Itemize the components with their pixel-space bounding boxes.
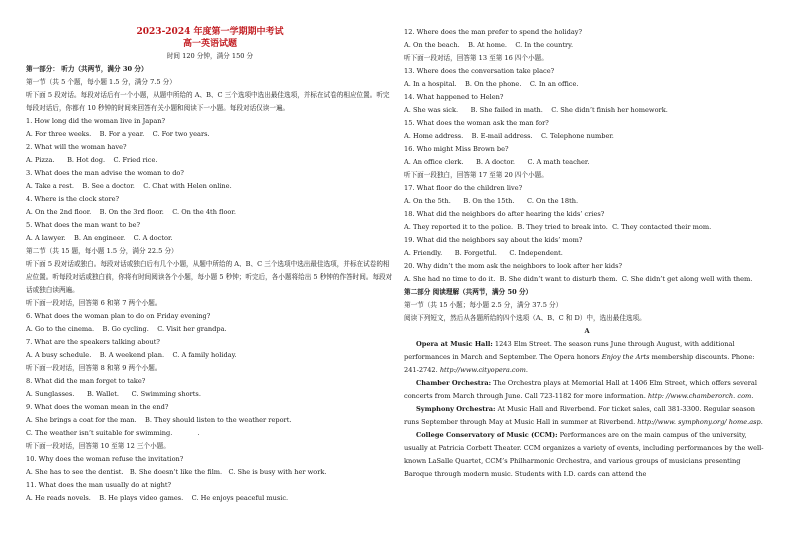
question-11-options <box>26 492 394 505</box>
option-a: A. On the 5th. <box>404 197 451 205</box>
option-b: B. She doesn’t like the film. <box>129 468 223 476</box>
question-4: 4. Where is the clock store? <box>26 195 120 203</box>
option-b: B. They tried to break into. <box>517 223 608 231</box>
symphony-text: At Music Hall and Riverbend. For ticket sales, call 381-3300. Regular season runs September through May at Music Hall in summer at Riverbend. <box>404 405 755 426</box>
exam-meta: 时间 120 分钟，满分 150 分 <box>166 52 254 60</box>
option-c: C. She didn’t get along well with them. <box>621 275 753 283</box>
option-c: C. A math teacher. <box>527 158 590 166</box>
option-a: A. A lawyer. <box>26 234 66 242</box>
option-b: B. She failed in math. <box>470 106 543 114</box>
chamber-url1: http: <box>647 392 664 400</box>
question-14: 14. What happened to Helen? <box>404 93 504 101</box>
option-c: C. Chat with Helen online. <box>143 182 232 190</box>
option-c: C. Fried rice. <box>113 156 158 164</box>
symphony-url1: http://www. <box>637 418 676 426</box>
option-c: C. In an office. <box>529 80 579 88</box>
left-column <box>26 26 394 505</box>
option-c: C. The weather isn’t suitable for swimming. <box>26 429 173 437</box>
question-1: 1. How long did the woman live in Japan? <box>26 117 166 125</box>
passage-letter: A <box>584 327 590 335</box>
option-a: A. Home address. <box>404 132 464 140</box>
option-a: A. Sunglasses. <box>26 390 75 398</box>
question-10-options <box>26 466 394 479</box>
question-4-options <box>26 206 394 219</box>
question-7-options <box>26 349 394 362</box>
option-b: B. E-mail address. <box>471 132 533 140</box>
option-b: B. On the 15th. <box>463 197 515 205</box>
question-16-options <box>404 156 770 169</box>
question-2-options <box>26 154 394 167</box>
option-c: C. A family holiday. <box>172 351 237 359</box>
question-9: 9. What does the woman mean in the end? <box>26 403 169 411</box>
question-10: 10. Why does the woman refuse the invitation? <box>26 455 184 463</box>
option-a: A. She has to see the dentist. <box>26 468 124 476</box>
symphony-name: Symphony Orchestra: <box>416 405 496 413</box>
question-8: 8. What did the man forget to take? <box>26 377 146 385</box>
ccm-text: Performances are on the main campus of the university, usually at Patricia Corbett Theater. CCM organizes a variety of events, including performances by the well-known LaSalle Quartet, CCM’s Philharmonic Orchestra, and various groups of musicians presenting Baroque through modern music. Students with I.D. cards can attend the <box>404 431 764 478</box>
listen-13-16: 听下面一段对话，回答第 13 至第 16 四个小题。 <box>404 54 548 62</box>
chamber-url2: //www.chamberorch. com. <box>666 392 754 400</box>
listen-17-20: 听下面一段独白，回答第 17 至第 20 四个小题。 <box>404 171 548 179</box>
question-19-options <box>404 247 770 260</box>
part2-section1-title: 第一节（共 15 小题；每小题 2.5 分，满分 37.5 分） <box>404 301 563 309</box>
passage-ccm <box>404 429 770 481</box>
passage-chamber <box>404 377 770 403</box>
option-b: B. They should listen to the weather report. <box>144 416 292 424</box>
option-b: B. He plays video games. <box>99 494 184 502</box>
listen-10-12: 听下面一段对话，回答第 10 至第 12 三个小题。 <box>26 442 170 450</box>
stray-mark: . <box>197 429 200 437</box>
exam-subtitle: 高一英语试题 <box>182 39 237 49</box>
option-a: A. A busy schedule. <box>26 351 92 359</box>
option-a: A. Take a rest. <box>26 182 74 190</box>
chamber-name: Chamber Orchestra: <box>416 379 492 387</box>
question-15-options <box>404 130 770 143</box>
option-a: A. Pizza. <box>26 156 55 164</box>
option-c: C. She is busy with her work. <box>228 468 327 476</box>
question-6: 6. What does the woman plan to do on Friday evening? <box>26 312 211 320</box>
right-column <box>404 26 770 481</box>
question-17-options <box>404 195 770 208</box>
question-3-options <box>26 180 394 193</box>
opera-text1: 1243 Elm Street. The season runs June through August, with additional performances in March and September. The Opera honors <box>404 340 735 361</box>
question-17: 17. What floor do the children live? <box>404 184 523 192</box>
option-b: B. Hot dog. <box>67 156 106 164</box>
question-1-options <box>26 128 394 141</box>
option-c: C. She didn’t finish her homework. <box>551 106 668 114</box>
option-a: A. He reads novels. <box>26 494 91 502</box>
ccm-name: College Conservatory of Music (CCM): <box>416 431 558 439</box>
opera-name: Opera at Music Hall: <box>416 340 493 348</box>
option-c: C. Telephone number. <box>541 132 614 140</box>
option-b: B. On the phone. <box>465 80 522 88</box>
question-5: 5. What does the man want to be? <box>26 221 141 229</box>
option-a: A. Go to the cinema. <box>26 325 95 333</box>
option-c: C. Swimming shorts. <box>131 390 201 398</box>
option-b: B. An engineer. <box>74 234 126 242</box>
option-b: B. At home. <box>468 41 507 49</box>
option-b: B. She didn’t want to disturb them. <box>499 275 618 283</box>
option-a: A. For three weeks. <box>26 130 92 138</box>
question-8-options <box>26 388 394 401</box>
symphony-url2: symphony.org/ home.asp. <box>678 418 763 426</box>
question-20-options <box>404 273 770 286</box>
passage-opera <box>404 338 770 377</box>
option-b: B. A doctor. <box>476 158 515 166</box>
question-18-options <box>404 221 770 234</box>
option-a: A. They reported it to the police. <box>404 223 514 231</box>
option-c: C. Independent. <box>509 249 563 257</box>
option-b: B. See a doctor. <box>82 182 135 190</box>
option-b: B. Go cycling. <box>102 325 149 333</box>
option-a: A. She was sick. <box>404 106 459 114</box>
option-b: B. For a year. <box>99 130 145 138</box>
question-6-options <box>26 323 394 336</box>
question-18: 18. What did the neighbors do after hearing the kids’ cries? <box>404 210 605 218</box>
option-a: A. On the beach. <box>404 41 460 49</box>
question-15: 15. What does the woman ask the man for? <box>404 119 549 127</box>
part2-title: 第二部分 阅读理解（共两节，满分 50 分） <box>404 288 533 296</box>
question-11: 11. What does the man usually do at night? <box>26 481 172 489</box>
section2-title: 第二节（共 15 题，每小题 1.5 分，满分 22.5 分） <box>26 247 178 255</box>
question-13: 13. Where does the conversation take place? <box>404 67 555 75</box>
option-a: A. She had no time to do it. <box>404 275 496 283</box>
chamber-text: The Orchestra plays at Memorial Hall at 1406 Elm Street, which offers several concerts from March through June. Call 723-1182 for more information. <box>404 379 757 400</box>
option-a: A. Friendly. <box>404 249 443 257</box>
listen-8-9: 听下面一段对话，回答第 8 和第 9 两个小题。 <box>26 364 162 372</box>
option-c: C. Visit her grandpa. <box>157 325 227 333</box>
section2-instructions: 听下面 5 段对话或独白。每段对话或独白后有几个小题，从题中所给的 A、B、C 三个选项中选出最佳选项，并标在试卷的相应位置。听每段对话或独白前，你将有时间阅读各个小题，每小题 5 秒钟；听完后，各小题将给出 5 秒钟的作答时间。每段对话或独白读两遍。 <box>26 260 393 294</box>
option-a: A. An office clerk. <box>404 158 464 166</box>
question-19: 19. What did the neighbors say about the kids’ mom? <box>404 236 583 244</box>
option-a: A. In a hospital. <box>404 80 457 88</box>
option-b: B. On the 3rd floor. <box>99 208 164 216</box>
question-5-options <box>26 232 394 245</box>
part1-title: 第一部分： 听力（共两节，满分 30 分） <box>26 65 148 73</box>
question-9-options <box>26 414 394 427</box>
listen-6-7: 听下面一段对话，回答第 6 和第 7 两个小题。 <box>26 299 162 307</box>
section1-instructions: 听下面 5 段对话。每段对话后有一个小题，从题中所给的 A、B、C 三个选项中选出最佳选项，并标在试卷的相应位置。听完每段对话后，你都有 10 秒钟的时间来回答有关小题和阅读下一小题。每段对话仅读一遍。 <box>26 91 390 112</box>
question-7: 7. What are the speakers talking about? <box>26 338 160 346</box>
question-20: 20. Why didn’t the mom ask the neighbors to look after her kids? <box>404 262 623 270</box>
question-14-options <box>404 104 770 117</box>
option-a: A. On the 2nd floor. <box>26 208 92 216</box>
option-b: B. Wallet. <box>86 390 119 398</box>
option-c: C. They contacted their mom. <box>612 223 712 231</box>
opera-text2: membership discounts. Phone: 241-2742. <box>404 353 755 374</box>
option-c: C. A doctor. <box>133 234 173 242</box>
part2-instructions: 阅读下列短文，然后从各题所给的四个选项（A、B、C 和 D）中，选出最佳选项。 <box>404 314 646 322</box>
option-a: A. She brings a coat for the man. <box>26 416 137 424</box>
option-c: C. On the 4th floor. <box>172 208 236 216</box>
opera-url: http://www.cityopera.com. <box>439 366 528 374</box>
option-c: C. He enjoys peaceful music. <box>191 494 289 502</box>
section1-title: 第一节（共 5 个题，每小题 1.5 分，满分 7.5 分） <box>26 78 176 86</box>
question-3: 3. What does the man advise the woman to do? <box>26 169 184 177</box>
question-16: 16. Who might Miss Brown be? <box>404 145 509 153</box>
option-b: B. Forgetful. <box>454 249 497 257</box>
opera-italic: Enjoy the Arts <box>601 353 650 361</box>
question-12: 12. Where does the man prefer to spend the holiday? <box>404 28 583 36</box>
option-c: C. On the 18th. <box>527 197 579 205</box>
question-13-options <box>404 78 770 91</box>
option-b: B. A weekend plan. <box>99 351 165 359</box>
question-12-options <box>404 39 770 52</box>
question-2: 2. What will the woman have? <box>26 143 127 151</box>
option-c: C. For two years. <box>152 130 210 138</box>
passage-symphony <box>404 403 770 429</box>
exam-title: 2023-2024 年度第一学期期中考试 <box>136 27 284 37</box>
option-c: C. In the country. <box>515 41 574 49</box>
question-9-option-c <box>26 427 394 440</box>
